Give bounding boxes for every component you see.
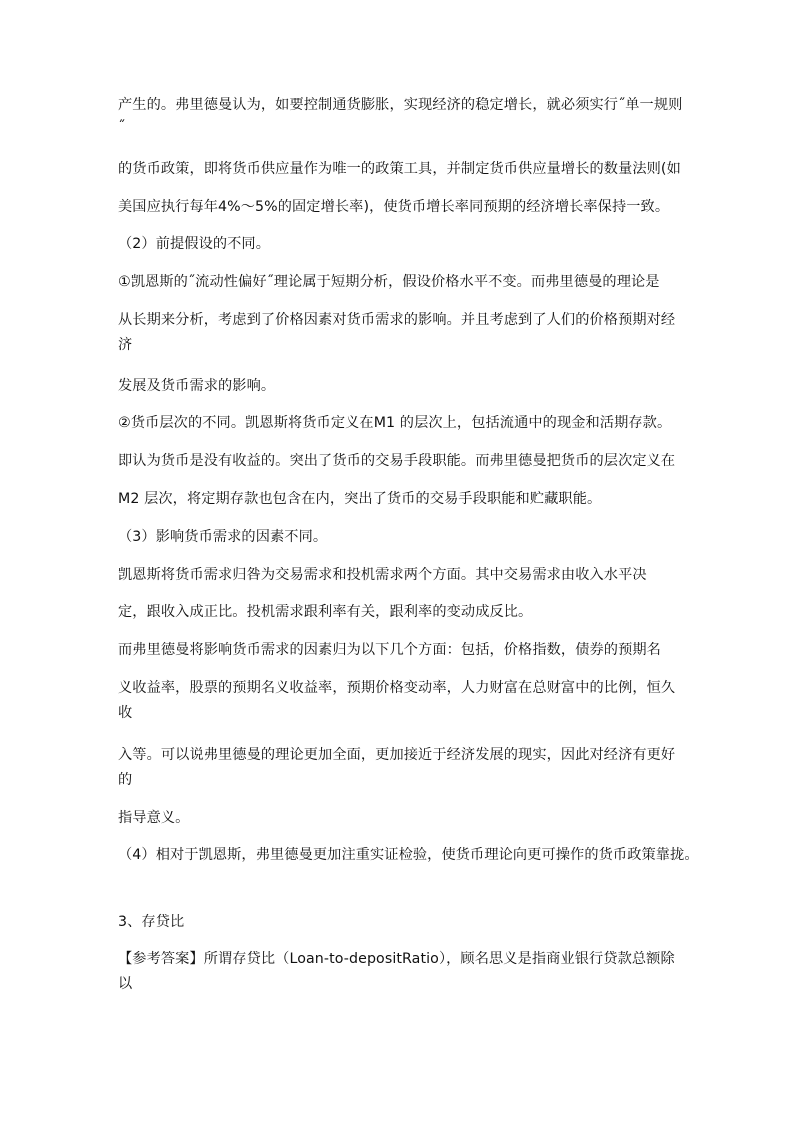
paragraph-line: ˝: [118, 119, 126, 135]
paragraph-line: ①凯恩斯的˝流动性偏好˝理论属于短期分析，假设价格水平不变。而弗里德曼的理论是: [118, 274, 660, 290]
paragraph-line: 美国应执行每年4%～5%的固定增长率)，使货币增长率同预期的经济增长率保持一致。: [118, 199, 670, 215]
paragraph-line: 从长期来分析，考虑到了价格因素对货币需求的影响。并且考虑到了人们的价格预期对经: [118, 312, 676, 328]
section-heading: （4）相对于凯恩斯，弗里德曼更加注重实证检验，使货币理论向更可操作的货币政策靠拢。: [118, 847, 699, 863]
paragraph-line: 的货币政策，即将货币供应量作为唯一的政策工具，并制定货币供应量增长的数量法则(如: [118, 161, 681, 177]
paragraph-line: 【参考答案】所谓存贷比（Loan-to-depositRatio），顾名思义是指商业银行贷款总额除: [118, 951, 675, 967]
paragraph-line: 以: [118, 976, 133, 992]
paragraph-line: 凯恩斯将货币需求归咎为交易需求和投机需求两个方面。其中交易需求由收入水平决: [118, 567, 647, 583]
paragraph-line: 而弗里德曼将影响货币需求的因素归为以下几个方面：包括，价格指数，债券的预期名: [118, 642, 661, 658]
section-heading: （2）前提假设的不同。: [118, 236, 271, 252]
paragraph-line: 发展及货币需求的影响。: [118, 378, 276, 394]
paragraph-line: 收: [118, 705, 133, 721]
paragraph-line: ②货币层次的不同。凯恩斯将货币定义在M1 的层次上，包括流通中的现金和活期存款。: [118, 415, 672, 431]
paragraph-line: 指导意义。: [118, 810, 190, 826]
paragraph-line: 即认为货币是没有收益的。突出了货币的交易手段职能。而弗里德曼把货币的层次定义在: [118, 453, 676, 469]
section-heading: 3、存贷比: [118, 914, 185, 930]
section-heading: （3）影响货币需求的因素不同。: [118, 529, 328, 545]
paragraph-line: M2 层次，将定期存款也包含在内，突出了货币的交易手段职能和贮藏职能。: [118, 491, 602, 507]
paragraph-line: 入等。可以说弗里德曼的理论更加全面，更加接近于经济发展的现实，因此对经济有更好: [118, 747, 676, 763]
paragraph-line: 产生的。弗里德曼认为，如要控制通货膨胀，实现经济的稳定增长，就必须实行˝单一规则: [118, 97, 683, 113]
paragraph-line: 义收益率，股票的预期名义收益率，预期价格变动率，人力财富在总财富中的比例，恒久: [118, 680, 676, 696]
paragraph-line: 的: [118, 772, 133, 788]
paragraph-line: 济: [118, 337, 133, 353]
paragraph-line: 定，跟收入成正比。投机需求跟利率有关，跟利率的变动成反比。: [118, 604, 533, 620]
